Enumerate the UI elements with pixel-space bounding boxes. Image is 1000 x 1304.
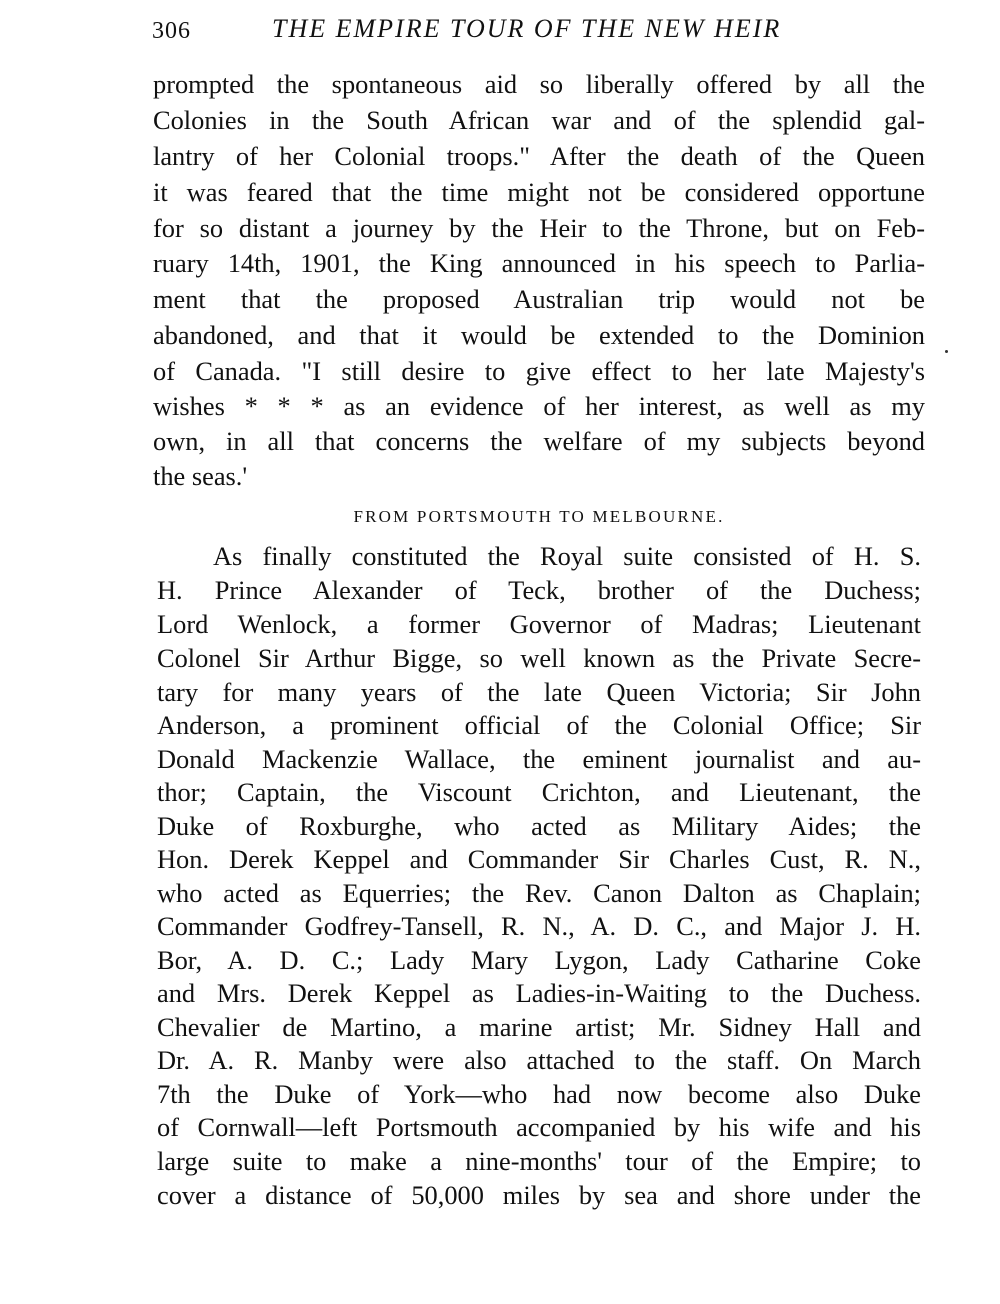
text-line: lantry of her Colonial troops." After the death of the Queen <box>153 141 925 171</box>
text-line: tary for many years of the late Queen Victoria; Sir John <box>157 677 921 707</box>
text-line: Bor, A. D. C.; Lady Mary Lygon, Lady Catharine Coke <box>157 945 921 975</box>
text-line: who acted as Equerries; the Rev. Canon Dalton as Chaplain; <box>157 878 921 908</box>
text-line: large suite to make a nine-months' tour of the Empire; to <box>157 1146 921 1176</box>
text-line: it was feared that the time might not be considered opportune <box>153 177 925 207</box>
text-line: wishes * * * as an evidence of her interest, as well as my <box>153 391 925 421</box>
text-line: H. Prince Alexander of Teck, brother of the Duchess; <box>157 575 921 605</box>
section-heading: FROM PORTSMOUTH TO MELBOURNE. <box>353 507 725 526</box>
text-line: of Canada. "I still desire to give effect to her late Majesty's <box>153 356 925 386</box>
text-line: Hon. Derek Keppel and Commander Sir Charles Cust, R. N., <box>157 844 921 874</box>
text-line: Commander Godfrey-Tansell, R. N., A. D. C., and Major J. H. <box>157 911 921 941</box>
text-line: As finally constituted the Royal suite consisted of H. S. <box>213 541 921 571</box>
text-line: Chevalier de Martino, a marine artist; Mr. Sidney Hall and <box>157 1012 921 1042</box>
text-line: thor; Captain, the Viscount Crichton, and Lieutenant, the <box>157 777 921 807</box>
running-header <box>152 12 927 48</box>
text-line: ment that the proposed Australian trip would not be <box>153 284 925 314</box>
text-line: Dr. A. R. Manby were also attached to the staff. On March <box>157 1045 921 1075</box>
text-line: abandoned, and that it would be extended to the Dominion <box>153 320 925 350</box>
text-line: and Mrs. Derek Keppel as Ladies-in-Waiting to the Duchess. <box>157 978 921 1008</box>
text-line: for so distant a journey by the Heir to the Throne, but on Feb- <box>153 213 925 243</box>
text-line: 7th the Duke of York—who had now become also Duke <box>157 1079 921 1109</box>
running-title: THE EMPIRE TOUR OF THE NEW HEIR <box>272 14 782 43</box>
text-line: prompted the spontaneous aid so liberally offered by all the <box>153 69 925 99</box>
text-line: of Cornwall—left Portsmouth accompanied by his wife and his <box>157 1112 921 1142</box>
text-line: Lord Wenlock, a former Governor of Madras; Lieutenant <box>157 609 921 639</box>
text-line: Anderson, a prominent official of the Colonial Office; Sir <box>157 710 921 740</box>
margin-mark <box>945 350 948 353</box>
text-line: cover a distance of 50,000 miles by sea and shore under the <box>157 1180 921 1210</box>
text-line: the seas.' <box>153 461 248 491</box>
page-number: 306 <box>152 18 191 44</box>
text-line: Colonel Sir Arthur Bigge, so well known as the Private Secre- <box>157 643 921 673</box>
text-line: Duke of Roxburghe, who acted as Military Aides; the <box>157 811 921 841</box>
text-line: Donald Mackenzie Wallace, the eminent journalist and au- <box>157 744 921 774</box>
text-line: Colonies in the South African war and of the splendid gal- <box>153 105 925 135</box>
text-line: own, in all that concerns the welfare of my subjects beyond <box>153 426 925 456</box>
text-line: ruary 14th, 1901, the King announced in his speech to Parlia- <box>153 248 925 278</box>
